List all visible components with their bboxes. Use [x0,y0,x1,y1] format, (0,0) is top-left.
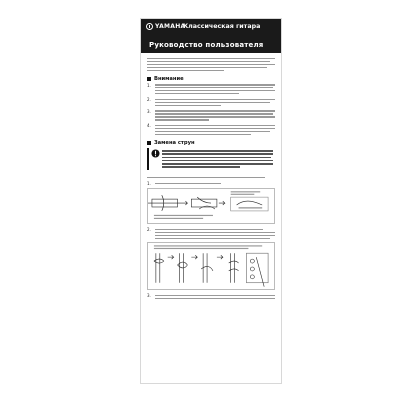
list-item [141,96,281,108]
brand-logo [146,23,186,30]
yamaha-tuning-fork-icon [146,23,153,30]
item-number: 2. [147,97,151,103]
intro-paragraph [141,53,281,71]
item-number: 1. [147,82,151,88]
headstock-winding-illustration [148,243,274,289]
item-number: 1. [147,180,151,186]
section-bullet-icon [147,141,151,145]
warning-note [147,148,275,171]
bridge-tie-illustration [148,189,274,223]
item-number: 2. [147,226,151,232]
list-item [141,180,281,186]
manual-subtitle: Руководство пользователя [149,41,264,49]
item-number: 3. [147,293,151,299]
section-bullet-icon [147,77,151,81]
list-item [141,292,281,301]
list-item [141,122,281,137]
section-string-replacement [141,137,281,146]
section-attention [141,73,281,82]
section-title: Внимание [154,75,184,82]
exclamation-circle-icon [151,149,160,158]
item-number: 4. [147,123,151,129]
section-title: Замена струн [154,139,195,146]
headstock-figure [147,242,275,290]
list-item [141,82,281,97]
brand-logo-text: YAMAHA [155,23,186,30]
manual-header [141,19,281,53]
manual-title: Классическая гитара [183,23,261,30]
manual-leaflet [140,18,282,384]
item-number: 3. [147,108,151,114]
list-item [141,226,281,241]
string-intro-line [141,172,281,178]
list-item [141,108,281,123]
bridge-tie-figure [147,188,275,224]
